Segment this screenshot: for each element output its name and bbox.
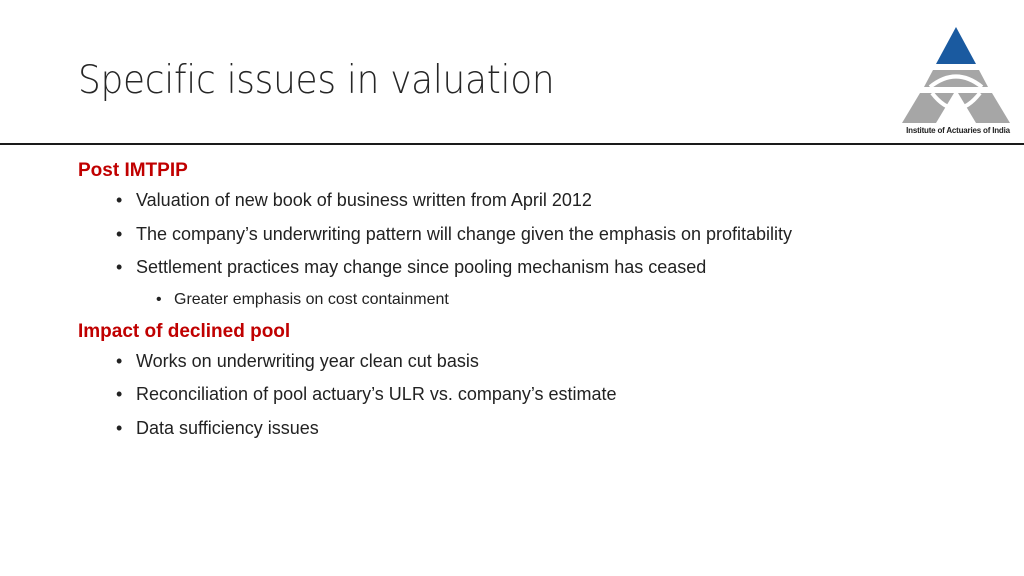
bullet-icon: •	[116, 257, 123, 277]
logo-emblem-icon	[896, 24, 1020, 124]
section-heading: Post IMTPIP	[78, 160, 188, 181]
bullet-icon: •	[116, 417, 123, 438]
slide-body	[78, 158, 978, 445]
title-divider	[0, 143, 1024, 145]
slide-title: Specific issues in valuation	[78, 58, 555, 103]
section-impact-of-declined-pool	[78, 319, 978, 446]
bullet-item: • Works on underwriting year clean cut basis	[78, 345, 978, 379]
bullet-item: • Data sufficiency issues	[78, 412, 978, 446]
bullet-item: • Settlement practices may change since pooling mechanism has ceased	[78, 251, 978, 285]
bullet-list	[78, 184, 978, 315]
sub-bullet-item: • Greater emphasis on cost containment	[78, 285, 978, 315]
bullet-icon: •	[116, 223, 123, 244]
bullet-item: • Valuation of new book of business written from April 2012	[78, 184, 978, 218]
bullet-icon: •	[156, 290, 162, 308]
bullet-icon: •	[116, 350, 123, 371]
bullet-list	[78, 345, 978, 446]
logo-caption: Institute of Actuaries of India	[906, 126, 1010, 135]
bullet-icon: •	[116, 384, 123, 404]
bullet-item: • Reconciliation of pool actuary’s ULR vs. company’s estimate	[78, 378, 978, 412]
section-heading: Impact of declined pool	[78, 320, 291, 342]
bullet-item: • The company’s underwriting pattern will change given the emphasis on profitability	[78, 218, 978, 252]
bullet-icon: •	[116, 190, 123, 210]
section-post-imtpip	[78, 158, 978, 315]
institute-logo	[896, 24, 1020, 140]
